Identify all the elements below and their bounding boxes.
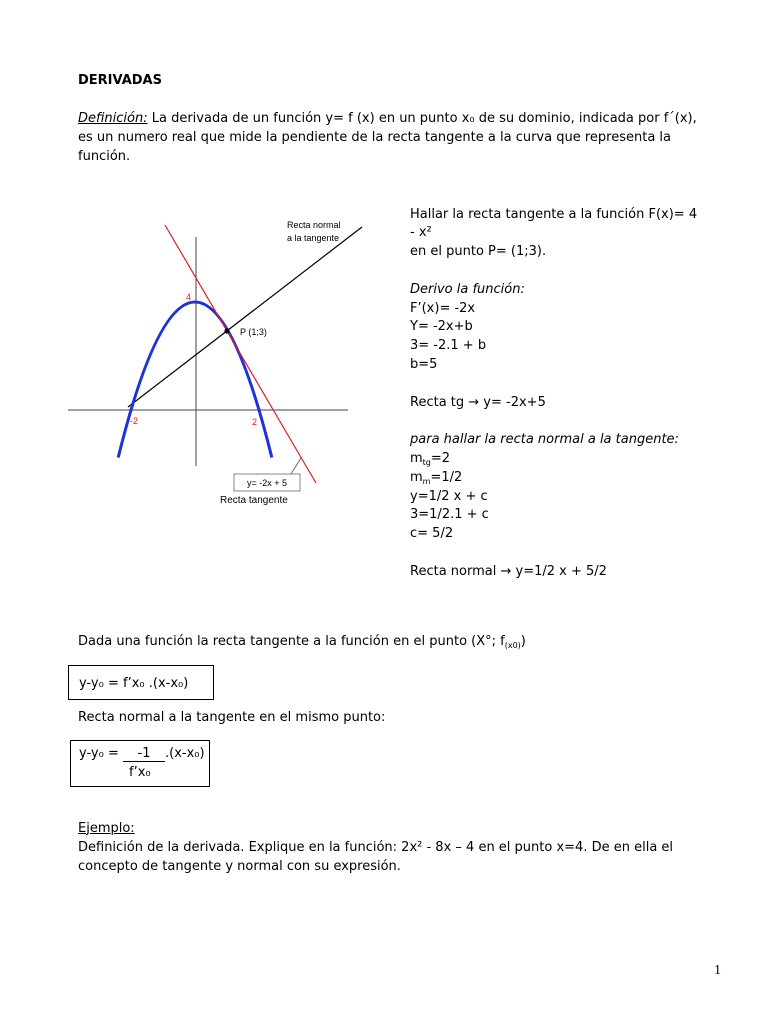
- tangent-intro-end: ): [520, 633, 526, 649]
- tangent-intro-subscript: (x0): [504, 640, 521, 650]
- normal-result: Recta normal → y=1/2 x + 5/2: [410, 563, 607, 579]
- normal-label-line-1: Recta normal: [287, 220, 341, 230]
- point-label: P (1;3): [240, 327, 267, 337]
- derive-step-1: F’(x)= -2x: [410, 300, 476, 316]
- definition-line-3: función.: [78, 148, 131, 164]
- tangent-result: Recta tg → y= -2x+5: [410, 394, 546, 410]
- y-tick-label: 4: [186, 292, 192, 302]
- x-tick-label-right: 2: [252, 417, 258, 427]
- slope-tangent: [410, 450, 697, 469]
- definition-line-1: [78, 109, 697, 128]
- normal-step-2: 3=1/2.1 + c: [410, 507, 489, 523]
- normal-formula-denominator: f’x₀: [129, 764, 151, 780]
- exercise-column: [410, 206, 697, 582]
- exercise-statement-2: - x²: [410, 225, 432, 241]
- slope-tangent-subscript: tg: [422, 457, 431, 467]
- slope-normal-subscript: m: [422, 476, 431, 486]
- slope-tangent-symbol: m: [410, 450, 423, 466]
- derive-step-3: 3= -2.1 + b: [410, 338, 487, 354]
- tangent-intro: [78, 632, 526, 651]
- parabola-curve: [118, 302, 272, 458]
- definition-text-1: La derivada de un función y= f (x) en un punto x₀ de su dominio, indicada por f´(x),: [151, 110, 697, 126]
- example-line-2: concepto de tangente y normal con su expresión.: [78, 858, 401, 874]
- normal-heading: para hallar la recta normal a la tangente:: [410, 432, 679, 448]
- normal-step-3: c= 5/2: [410, 526, 454, 542]
- tangent-intro-text: Dada una función la recta tangente a la función en el punto (X°; f: [78, 633, 505, 649]
- normal-formula-numerator: -1: [123, 746, 165, 762]
- callout-leader: [291, 458, 301, 474]
- slope-normal-value: =1/2: [430, 469, 463, 485]
- normal-formula-right: .(x-x₀): [165, 745, 205, 761]
- spacer: [410, 412, 697, 431]
- normal-label-line-2: a la tangente: [287, 233, 340, 243]
- tangent-line: [165, 225, 316, 483]
- normal-formula-line: [79, 744, 205, 763]
- normal-step-1: y=1/2 x + c: [410, 488, 488, 504]
- normal-intro: Recta normal a la tangente en el mismo punto:: [78, 709, 386, 725]
- derivative-figure: [60, 200, 370, 510]
- example-line-1: Definición de la derivada. Explique en la función: 2x² - 8x – 4 en el punto x=4. De en ella el: [78, 839, 674, 855]
- example-label: Ejemplo:: [78, 820, 135, 836]
- definition-line-2: es un numero real que mide la pendiente de la recta tangente a la curva que representa la: [78, 129, 671, 145]
- derive-step-4: b=5: [410, 356, 438, 372]
- tangent-label: Recta tangente: [220, 495, 288, 506]
- slope-normal-symbol: m: [410, 469, 423, 485]
- normal-formula-left: y-y₀ =: [79, 745, 119, 761]
- normal-line: [128, 227, 362, 407]
- exercise-statement-1: Hallar la recta tangente a la función F(x)= 4: [410, 206, 698, 222]
- derive-heading: Derivo la función:: [410, 281, 525, 297]
- x-tick-label-left: -2: [130, 416, 139, 426]
- tangent-equation-label: y= -2x + 5: [246, 478, 288, 488]
- spacer: [410, 544, 697, 563]
- normal-formula-box: [70, 740, 210, 787]
- spacer: [410, 262, 697, 281]
- definition-label: Definición:: [78, 110, 148, 126]
- slope-tangent-value: =2: [430, 450, 451, 466]
- slope-normal: [410, 469, 697, 488]
- spacer: [410, 375, 697, 394]
- tangent-formula-box: [68, 665, 214, 700]
- exercise-statement-3: en el punto P= (1;3).: [410, 244, 547, 260]
- page-number: 1: [714, 962, 721, 978]
- definition-paragraph: [78, 109, 697, 166]
- tangent-formula: y-y₀ = f’x₀ .(x-x₀): [79, 675, 189, 691]
- derive-step-2: Y= -2x+b: [410, 319, 473, 335]
- page-title: DERIVADAS: [78, 72, 162, 88]
- tangent-point-marker: [224, 328, 229, 333]
